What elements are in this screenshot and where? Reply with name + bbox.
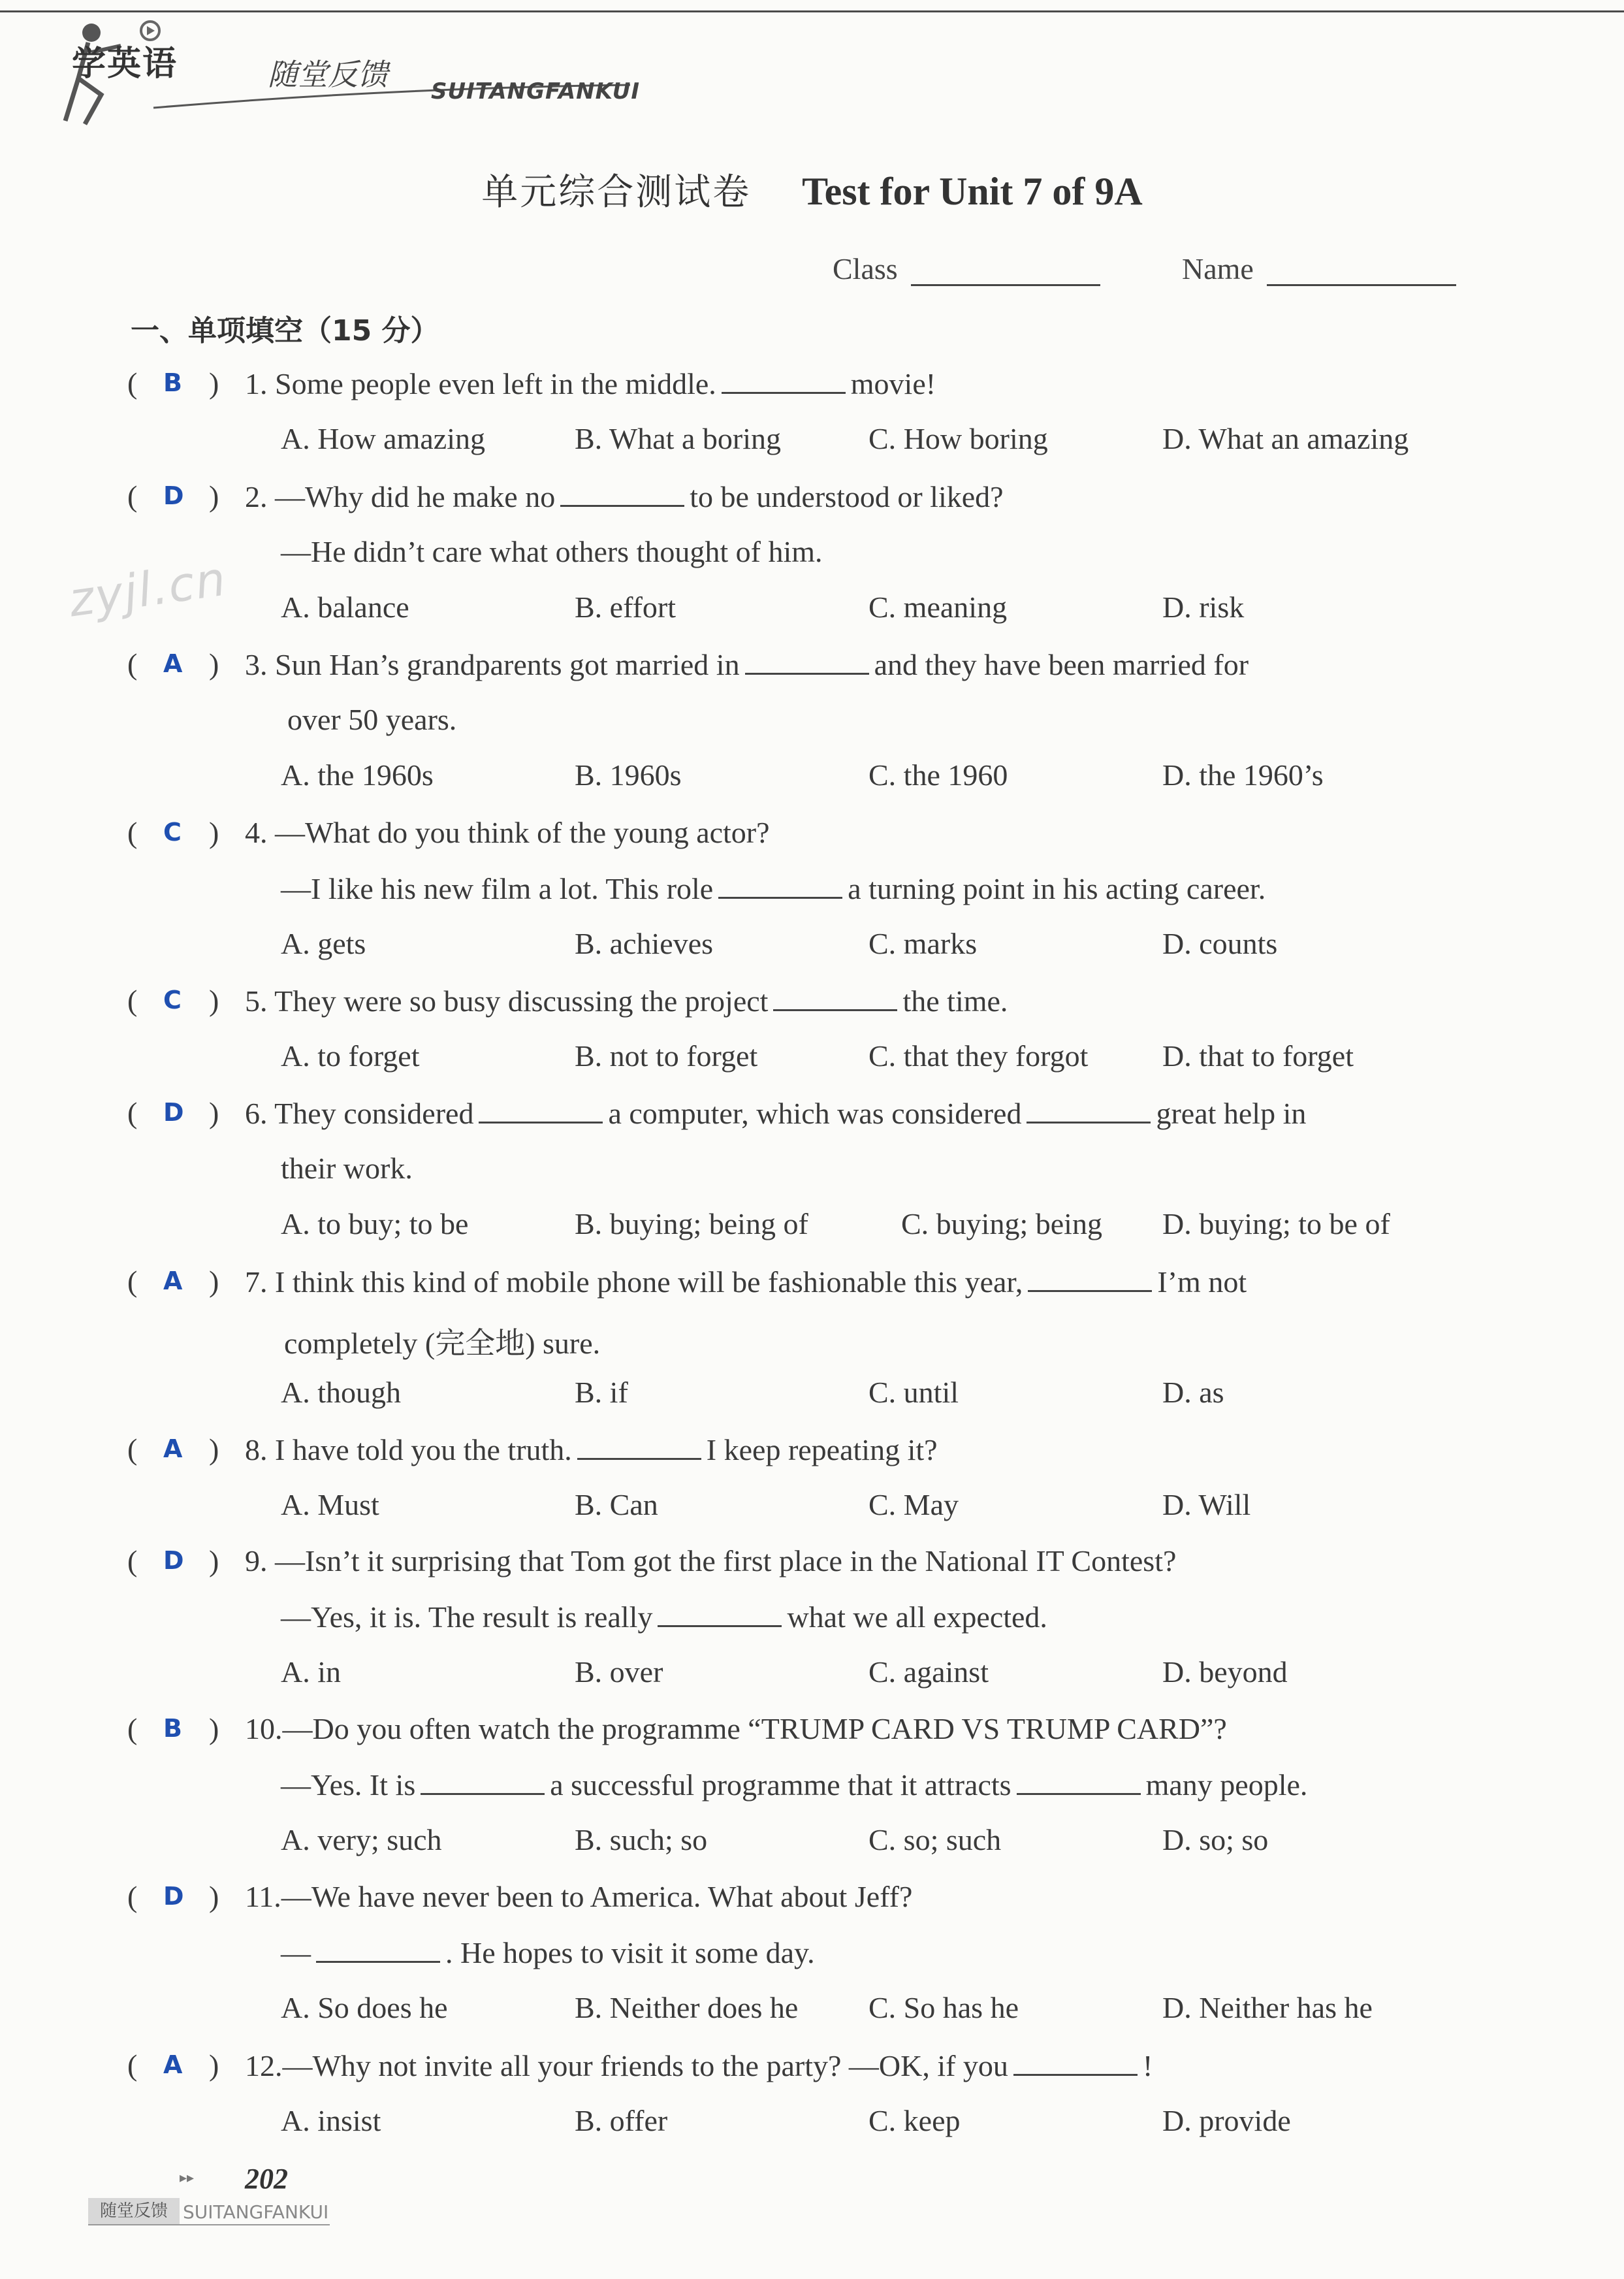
answer-blank[interactable] [560, 479, 684, 507]
answer-letter: A [163, 1267, 183, 1295]
answer-blank[interactable] [718, 871, 842, 899]
answer-blank[interactable] [773, 983, 897, 1011]
page-title [0, 163, 1624, 216]
option[interactable]: D. beyond [1162, 1655, 1288, 1689]
footer-label-zh: 随堂反馈 [88, 2198, 180, 2224]
option[interactable]: D. provide [1162, 2104, 1291, 2137]
name-blank[interactable] [1267, 257, 1456, 286]
answer-letter: D [163, 1882, 184, 1911]
option[interactable]: C. How boring [868, 422, 1048, 455]
page-number: 202 [245, 2163, 288, 2195]
option[interactable]: C. So has he [868, 1991, 1019, 2024]
footer-rule [88, 2224, 330, 2225]
section-heading: 一、单项填空（15 分） [131, 314, 439, 348]
option[interactable]: C. meaning [868, 590, 1008, 624]
option[interactable]: D. the 1960’s [1162, 758, 1324, 792]
option[interactable]: A. the 1960s [281, 758, 434, 792]
answer-blank[interactable] [1017, 1767, 1141, 1795]
question-line: —He didn’t care what others thought of him. [281, 535, 823, 568]
option[interactable]: B. What a boring [575, 422, 781, 455]
question-3: 3. Sun Han’s grandparents got married in and they have been married for [245, 648, 1249, 681]
question-12: 12.—Why not invite all your friends to the party? —OK, if you ! [245, 2049, 1153, 2082]
question-8: 8. I have told you the truth. I keep repeating it? [245, 1433, 938, 1466]
option[interactable]: B. achieves [575, 927, 714, 960]
answer-blank[interactable] [421, 1767, 545, 1795]
option[interactable]: B. such; so [575, 1823, 708, 1856]
option[interactable]: D. counts [1162, 927, 1278, 960]
answer-blank[interactable] [1027, 1095, 1151, 1123]
option[interactable]: D. Will [1162, 1488, 1251, 1521]
option[interactable]: B. offer [575, 2104, 668, 2137]
logo-script-text: 随堂反馈 [268, 57, 388, 92]
question-line: their work. [281, 1152, 413, 1185]
question-9: 9. —Isn’t it surprising that Tom got the first place in the National IT Contest? [245, 1544, 1177, 1577]
option[interactable]: A. though [281, 1376, 401, 1409]
answer-blank[interactable] [577, 1432, 701, 1460]
question-line: completely (完全地) sure. [284, 1327, 601, 1360]
answer-letter: B [163, 1714, 182, 1743]
answer-letter: C [163, 818, 182, 847]
option[interactable]: C. the 1960 [868, 758, 1008, 792]
option[interactable]: A. insist [281, 2104, 381, 2137]
answer-letter: D [163, 1546, 184, 1575]
option[interactable]: C. until [868, 1376, 959, 1409]
option[interactable]: D. buying; to be of [1162, 1207, 1390, 1240]
logo-en-text: SUITANGFANKUI [431, 78, 640, 105]
class-blank[interactable] [911, 257, 1100, 286]
page-arrow-icon: ▸▸ [180, 2170, 195, 2186]
name-field [1182, 251, 1456, 286]
option[interactable]: B. Can [575, 1488, 658, 1521]
question-line: over 50 years. [287, 703, 457, 736]
option[interactable]: D. so; so [1162, 1823, 1269, 1856]
option[interactable]: B. Neither does he [575, 1991, 799, 2024]
answer-letter: D [163, 481, 184, 510]
logo-main-text: 学英语 [72, 44, 178, 84]
answer-blank[interactable] [316, 1935, 440, 1963]
option[interactable]: D. that to forget [1162, 1039, 1354, 1073]
watermark: zyjl.cn [65, 551, 231, 628]
answer-letter: A [163, 649, 183, 678]
class-label: Class [833, 252, 898, 285]
option[interactable]: C. May [868, 1488, 959, 1521]
answer-blank[interactable] [1028, 1264, 1152, 1292]
question-11: 11.—We have never been to America. What about Jeff? [245, 1880, 913, 1913]
option[interactable]: A. How amazing [281, 422, 485, 455]
option[interactable]: D. as [1162, 1376, 1224, 1409]
option[interactable]: A. Must [281, 1488, 379, 1521]
option[interactable]: A. to forget [281, 1039, 420, 1073]
option[interactable]: B. 1960s [575, 758, 682, 792]
option[interactable]: A. very; such [281, 1823, 442, 1856]
question-4: 4. —What do you think of the young actor? [245, 816, 770, 849]
answer-blank[interactable] [479, 1095, 603, 1123]
option[interactable]: A. balance [281, 590, 409, 624]
question-1: 1. Some people even left in the middle. movie! [245, 367, 936, 400]
question-5: 5. They were so busy discussing the project the time. [245, 984, 1008, 1018]
option[interactable]: C. marks [868, 927, 978, 960]
option[interactable]: D. Neither has he [1162, 1991, 1373, 2024]
option[interactable]: A. in [281, 1655, 341, 1689]
option[interactable]: B. buying; being of [575, 1207, 808, 1240]
question-line: —I like his new film a lot. This role a turning point in his acting career. [281, 872, 1266, 905]
option[interactable]: B. not to forget [575, 1039, 758, 1073]
option[interactable]: C. so; such [868, 1823, 1002, 1856]
answer-letter: B [163, 368, 182, 397]
question-7: 7. I think this kind of mobile phone will be fashionable this year, I’m not [245, 1265, 1247, 1299]
question-line: —Yes. It is a successful programme that it attracts many people. [281, 1768, 1308, 1802]
title-zh: 单元综合测试卷 [481, 171, 752, 214]
option[interactable]: B. if [575, 1376, 628, 1409]
option[interactable]: C. keep [868, 2104, 961, 2137]
option[interactable]: D. risk [1162, 590, 1245, 624]
question-line: —Yes, it is. The result is really what we all expected. [281, 1600, 1047, 1634]
question-2: 2. —Why did he make no to be understood or liked? [245, 480, 1004, 513]
answer-letter: D [163, 1098, 184, 1127]
option[interactable]: A. So does he [281, 1991, 448, 2024]
option[interactable]: B. over [575, 1655, 663, 1689]
answer-letter: A [163, 2050, 183, 2079]
footer-label-en: SUITANGFANKUI [183, 2201, 329, 2223]
option[interactable]: C. that they forgot [868, 1039, 1089, 1073]
name-label: Name [1182, 252, 1254, 285]
question-10: 10.—Do you often watch the programme “TRUMP CARD VS TRUMP CARD”? [245, 1712, 1227, 1745]
answer-blank[interactable] [722, 366, 846, 394]
option[interactable]: C. against [868, 1655, 989, 1689]
title-en: Test for Unit 7 of 9A [802, 170, 1143, 213]
option[interactable]: A. to buy; to be [281, 1207, 469, 1240]
option[interactable]: B. effort [575, 590, 677, 624]
class-field [833, 251, 1100, 286]
option[interactable]: D. What an amazing [1162, 422, 1409, 455]
question-6: 6. They considered a computer, which was considered great help in [245, 1097, 1307, 1130]
answer-letter: A [163, 1434, 183, 1463]
option[interactable]: C. buying; being [901, 1207, 1102, 1240]
answer-blank[interactable] [658, 1599, 782, 1627]
top-rule [0, 10, 1624, 12]
option[interactable]: A. gets [281, 927, 366, 960]
answer-blank[interactable] [745, 647, 869, 675]
question-line: — . He hopes to visit it some day. [281, 1936, 815, 1969]
answer-blank[interactable] [1013, 2048, 1138, 2076]
answer-letter: C [163, 986, 182, 1014]
